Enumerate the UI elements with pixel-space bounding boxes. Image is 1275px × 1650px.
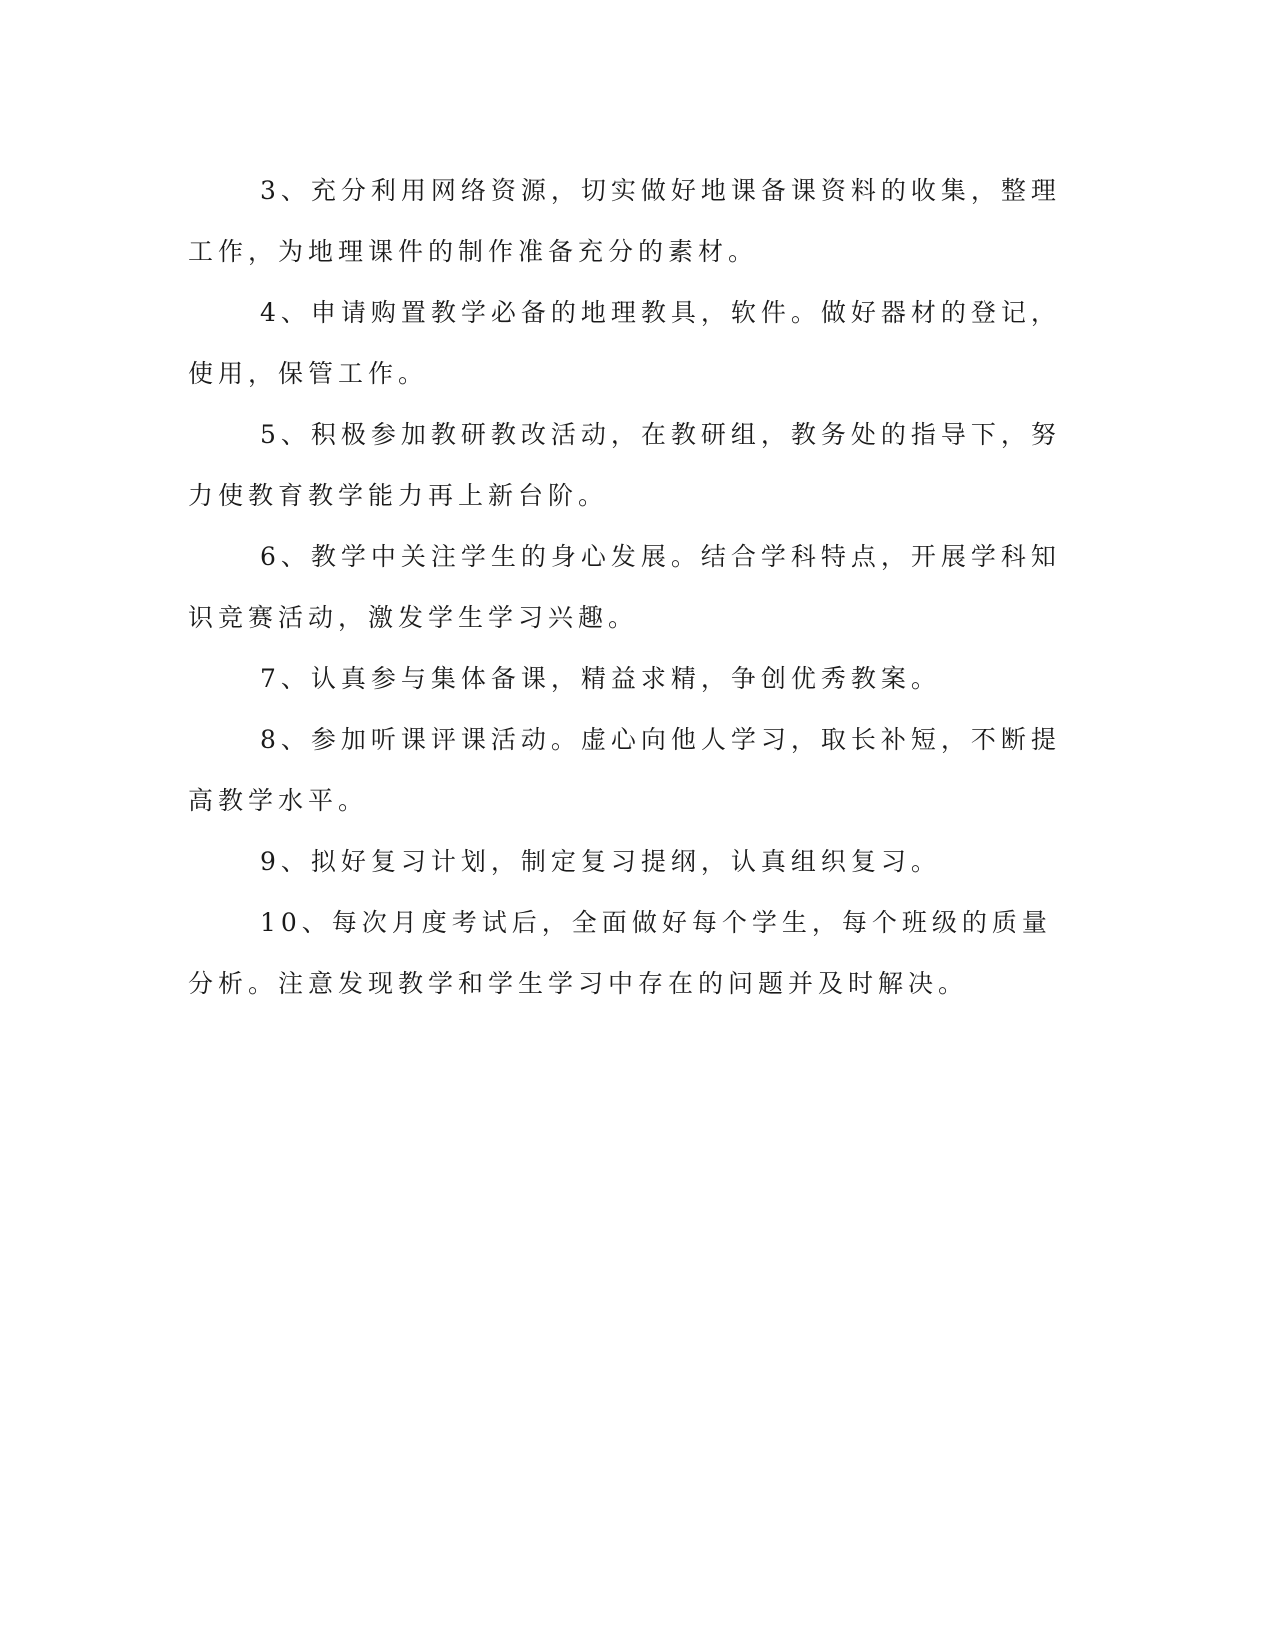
paragraph-item-4: 4、申请购置教学必备的地理教具，软件。做好器材的登记，使用，保管工作。 [188, 298, 1061, 388]
document-body [188, 160, 1068, 1014]
paragraph-item-6: 6、教学中关注学生的身心发展。结合学科特点，开展学科知识竞赛活动，激发学生学习兴趣。 [188, 542, 1061, 632]
paragraph-item-5: 5、积极参加教研教改活动，在教研组，教务处的指导下，努力使教育教学能力再上新台阶。 [188, 420, 1061, 510]
paragraph-item-9: 9、拟好复习计划，制定复习提纲，认真组织复习。 [260, 847, 941, 876]
paragraph-item-10: 10、每次月度考试后，全面做好每个学生，每个班级的质量分析。注意发现教学和学生学习中存在的问题并及时解决。 [188, 908, 1052, 998]
paragraph-item-3: 3、充分利用网络资源，切实做好地课备课资料的收集，整理工作，为地理课件的制作准备充分的素材。 [188, 176, 1061, 266]
paragraph-item-7: 7、认真参与集体备课，精益求精，争创优秀教案。 [260, 664, 941, 693]
paragraph-item-8: 8、参加听课评课活动。虚心向他人学习，取长补短，不断提高教学水平。 [188, 725, 1061, 815]
